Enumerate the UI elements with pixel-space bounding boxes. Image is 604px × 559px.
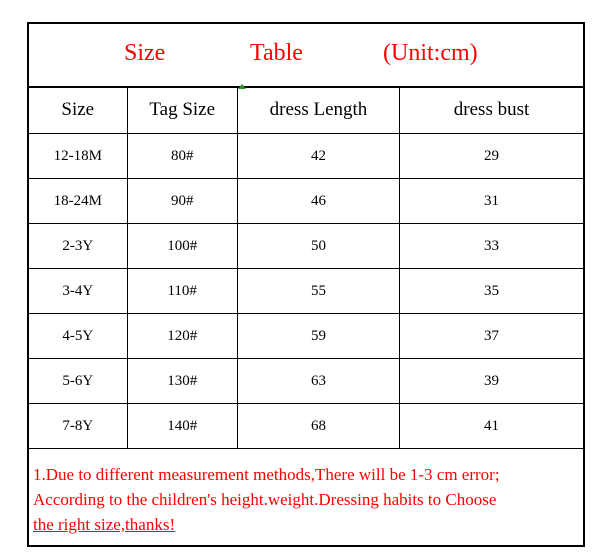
cell-size: 7-8Y: [29, 404, 127, 449]
cell-dress-length: 50: [237, 224, 399, 269]
cell-tag-size: 120#: [127, 314, 237, 359]
cell-dress-bust: 39: [400, 359, 583, 404]
size-table-sheet: [27, 22, 585, 547]
note-line-1: 1.Due to different measurement methods,There will be 1-3 cm error;: [33, 465, 500, 484]
table-row: [29, 134, 583, 179]
cell-tag-size: 100#: [127, 224, 237, 269]
cell-dress-length: 46: [237, 179, 399, 224]
cell-size: 12-18M: [29, 134, 127, 179]
title-size: Size: [124, 40, 166, 66]
cell-tag-size: 90#: [127, 179, 237, 224]
size-table: [29, 86, 583, 449]
title-unit: (Unit:cm): [383, 40, 478, 66]
header-tag-size: Tag Size: [127, 86, 237, 134]
notes-block: [33, 462, 581, 537]
header-row: [29, 86, 583, 134]
note-line-3: the right size,thanks!: [33, 515, 176, 534]
table-row: [29, 359, 583, 404]
cell-tag-size: 80#: [127, 134, 237, 179]
note-line-2: According to the children's height.weight.Dressing habits to Choose: [33, 490, 497, 509]
cell-dress-bust: 33: [400, 224, 583, 269]
table-row: [29, 404, 583, 449]
cell-tag-size: 130#: [127, 359, 237, 404]
title-row: [29, 24, 583, 88]
cell-dress-bust: 31: [400, 179, 583, 224]
cell-size: 3-4Y: [29, 269, 127, 314]
cell-dress-bust: 35: [400, 269, 583, 314]
cell-dress-bust: 41: [400, 404, 583, 449]
cell-size: 2-3Y: [29, 224, 127, 269]
cell-dress-length: 63: [237, 359, 399, 404]
cell-tag-size: 140#: [127, 404, 237, 449]
cell-dress-bust: 29: [400, 134, 583, 179]
table-row: [29, 269, 583, 314]
cell-size: 18-24M: [29, 179, 127, 224]
table-row: [29, 314, 583, 359]
title-table: Table: [250, 40, 303, 66]
cell-dress-length: 42: [237, 134, 399, 179]
table-row: [29, 224, 583, 269]
cell-tag-size: 110#: [127, 269, 237, 314]
table-row: [29, 179, 583, 224]
cell-size: 5-6Y: [29, 359, 127, 404]
cell-size: 4-5Y: [29, 314, 127, 359]
header-dress-bust: dress bust: [400, 86, 583, 134]
header-size: Size: [29, 86, 127, 134]
cell-dress-length: 68: [237, 404, 399, 449]
header-dress-length: dress Length: [237, 86, 399, 134]
cell-dress-length: 55: [237, 269, 399, 314]
cell-dress-length: 59: [237, 314, 399, 359]
cell-dress-bust: 37: [400, 314, 583, 359]
